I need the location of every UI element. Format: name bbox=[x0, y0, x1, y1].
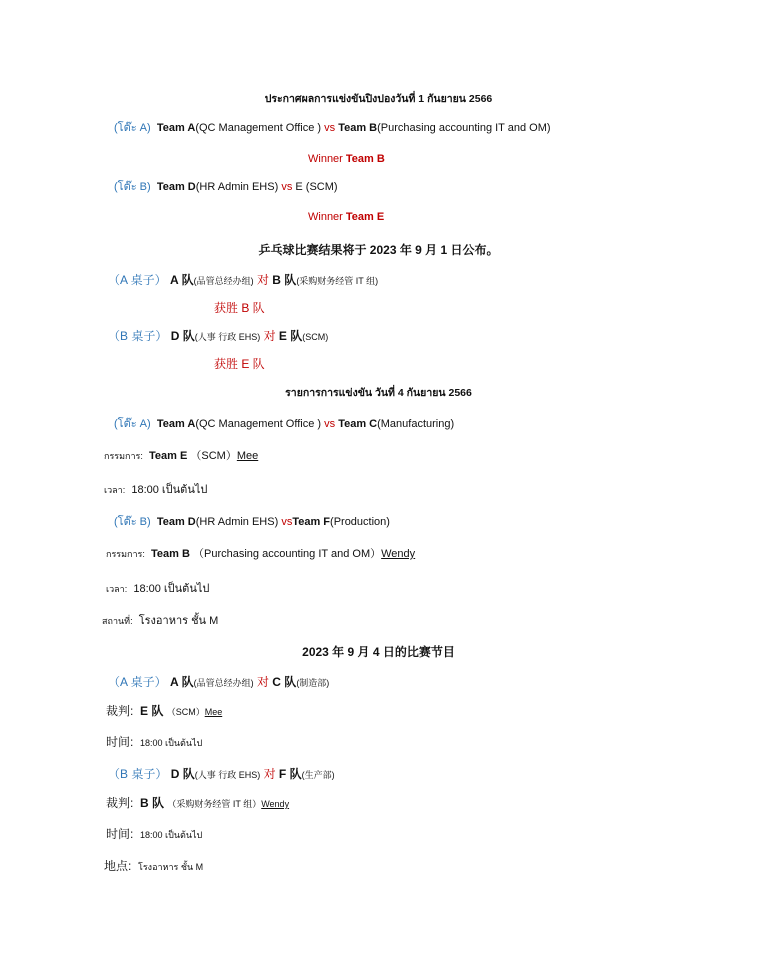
referee-name: Wendy bbox=[261, 799, 290, 809]
team-note: (品管总经办组) bbox=[193, 678, 254, 688]
winner-label: Winner bbox=[308, 211, 343, 223]
team-note: (制造部) bbox=[296, 678, 330, 688]
zh-result-b bbox=[108, 329, 328, 344]
referee-team: B 队 bbox=[140, 796, 165, 810]
referee-team: Team B bbox=[151, 548, 190, 560]
time-label: 时间: bbox=[106, 735, 134, 749]
team-note: (SCM) bbox=[302, 332, 329, 342]
th-result-b bbox=[114, 180, 338, 194]
vs-label: vs bbox=[281, 181, 293, 193]
team-note: (人事 行政 EHS) bbox=[194, 332, 261, 342]
vs-label: 对 bbox=[256, 675, 269, 689]
team-note: (采购财务经管 IT 组) bbox=[296, 276, 379, 286]
zh-time-b bbox=[106, 827, 202, 842]
zh-schedule-b bbox=[108, 767, 335, 782]
place-value: โรงอาหาร ชั้น M bbox=[138, 862, 204, 872]
team-name: Team A bbox=[156, 122, 196, 134]
referee-note: （SCM） bbox=[166, 707, 205, 717]
table-label: （A 桌子） bbox=[108, 675, 167, 689]
table-label: （A 桌子） bbox=[108, 273, 167, 287]
vs-label: 对 bbox=[256, 273, 269, 287]
team-note: (Purchasing accounting IT and OM) bbox=[377, 122, 551, 134]
referee-label: กรรมการ: bbox=[104, 451, 143, 461]
team-note: (QC Management Office ) bbox=[195, 122, 322, 134]
th-time-b bbox=[106, 582, 209, 596]
team-note: (QC Management Office ) bbox=[195, 418, 322, 430]
table-label: (โต๊ะ B) bbox=[114, 181, 151, 193]
time-value: 18:00 เป็นต้นไป bbox=[140, 738, 203, 748]
referee-label: 裁判: bbox=[106, 796, 134, 810]
team-note: (HR Admin EHS) bbox=[195, 181, 279, 193]
referee-team: E 队 bbox=[140, 704, 164, 718]
th-schedule-title: รายการการแข่งขัน วันที่ 4 กันยายน 2566 bbox=[285, 387, 472, 399]
team-name: A 队 bbox=[170, 675, 194, 689]
referee-name: Wendy bbox=[381, 548, 416, 560]
time-value: 18:00 เป็นต้นไป bbox=[131, 484, 208, 496]
referee-name: Mee bbox=[236, 450, 259, 462]
table-label: (โต๊ะ B) bbox=[114, 516, 151, 528]
table-label: （B 桌子） bbox=[108, 329, 168, 343]
team-name: E (SCM) bbox=[295, 181, 338, 193]
th-time-a bbox=[104, 483, 207, 497]
zh-schedule-title: 2023 年 9 月 4 日的比赛节目 bbox=[302, 645, 455, 659]
team-name: Team D bbox=[156, 181, 196, 193]
team-name: Team C bbox=[338, 418, 378, 430]
referee-note: （Purchasing accounting IT and OM） bbox=[193, 548, 382, 560]
vs-label: vs bbox=[324, 418, 336, 430]
team-note: (Production) bbox=[330, 516, 390, 528]
time-label: เวลา: bbox=[104, 485, 126, 495]
time-value: 18:00 เป็นต้นไป bbox=[133, 583, 210, 595]
team-note: (HR Admin EHS) bbox=[195, 516, 279, 528]
referee-label: กรรมการ: bbox=[106, 549, 145, 559]
team-note: (生产部) bbox=[301, 770, 335, 780]
zh-place bbox=[104, 859, 203, 874]
zh-winner-b: 获胜 E 队 bbox=[214, 357, 265, 371]
place-label: 地点: bbox=[104, 859, 132, 873]
th-schedule-a bbox=[114, 417, 454, 431]
referee-label: 裁判: bbox=[106, 704, 134, 718]
th-referee-b bbox=[106, 547, 415, 561]
team-name: Team B bbox=[338, 122, 378, 134]
th-winner-b bbox=[308, 210, 384, 224]
vs-label: 对 bbox=[263, 767, 276, 781]
vs-label: 对 bbox=[263, 329, 276, 343]
winner-label: Winner bbox=[308, 153, 343, 165]
team-note: (人事 行政 EHS) bbox=[194, 770, 261, 780]
th-place bbox=[102, 614, 218, 628]
team-note: (品管总经办组) bbox=[193, 276, 254, 286]
zh-schedule-a bbox=[108, 675, 329, 690]
time-label: 时间: bbox=[106, 827, 134, 841]
zh-result-a bbox=[108, 273, 378, 288]
vs-label: vs bbox=[324, 122, 336, 134]
th-winner-a bbox=[308, 152, 385, 166]
referee-note: （采购财务经管 IT 组） bbox=[167, 799, 262, 809]
winner-team: Team B bbox=[345, 153, 385, 165]
team-name: Team D bbox=[156, 516, 196, 528]
th-result-a bbox=[114, 121, 551, 135]
team-name: E 队 bbox=[278, 329, 303, 343]
table-label: (โต๊ะ A) bbox=[114, 418, 151, 430]
time-label: เวลา: bbox=[106, 584, 128, 594]
table-label: (โต๊ะ A) bbox=[114, 122, 151, 134]
zh-time-a bbox=[106, 735, 202, 750]
th-referee-a bbox=[104, 449, 258, 463]
team-note: (Manufacturing) bbox=[377, 418, 455, 430]
vs-label: vs bbox=[281, 516, 293, 528]
place-label: สถานที่: bbox=[102, 616, 133, 626]
zh-referee-b bbox=[106, 796, 289, 811]
zh-referee-a bbox=[106, 704, 222, 719]
referee-note: （SCM） bbox=[190, 450, 237, 462]
zh-announce-title: 乒乓球比赛结果将于 2023 年 9 月 1 日公布。 bbox=[258, 243, 499, 257]
zh-winner-a: 获胜 B 队 bbox=[214, 301, 265, 315]
place-value: โรงอาหาร ชั้น M bbox=[138, 615, 219, 627]
team-name: D 队 bbox=[170, 767, 195, 781]
team-name: Team F bbox=[292, 516, 331, 528]
th-schedule-b bbox=[114, 515, 390, 529]
table-label: （B 桌子） bbox=[108, 767, 168, 781]
referee-name: Mee bbox=[204, 707, 223, 717]
team-name: F 队 bbox=[278, 767, 302, 781]
team-name: B 队 bbox=[272, 273, 297, 287]
team-name: D 队 bbox=[170, 329, 195, 343]
th-announce-title: ประกาศผลการแข่งขันปิงปองวันที่ 1 กันยายน 2566 bbox=[264, 93, 493, 105]
team-name: A 队 bbox=[170, 273, 194, 287]
referee-team: Team E bbox=[149, 450, 188, 462]
time-value: 18:00 เป็นต้นไป bbox=[140, 830, 203, 840]
team-name: C 队 bbox=[272, 675, 297, 689]
winner-team: Team E bbox=[345, 211, 385, 223]
team-name: Team A bbox=[156, 418, 196, 430]
